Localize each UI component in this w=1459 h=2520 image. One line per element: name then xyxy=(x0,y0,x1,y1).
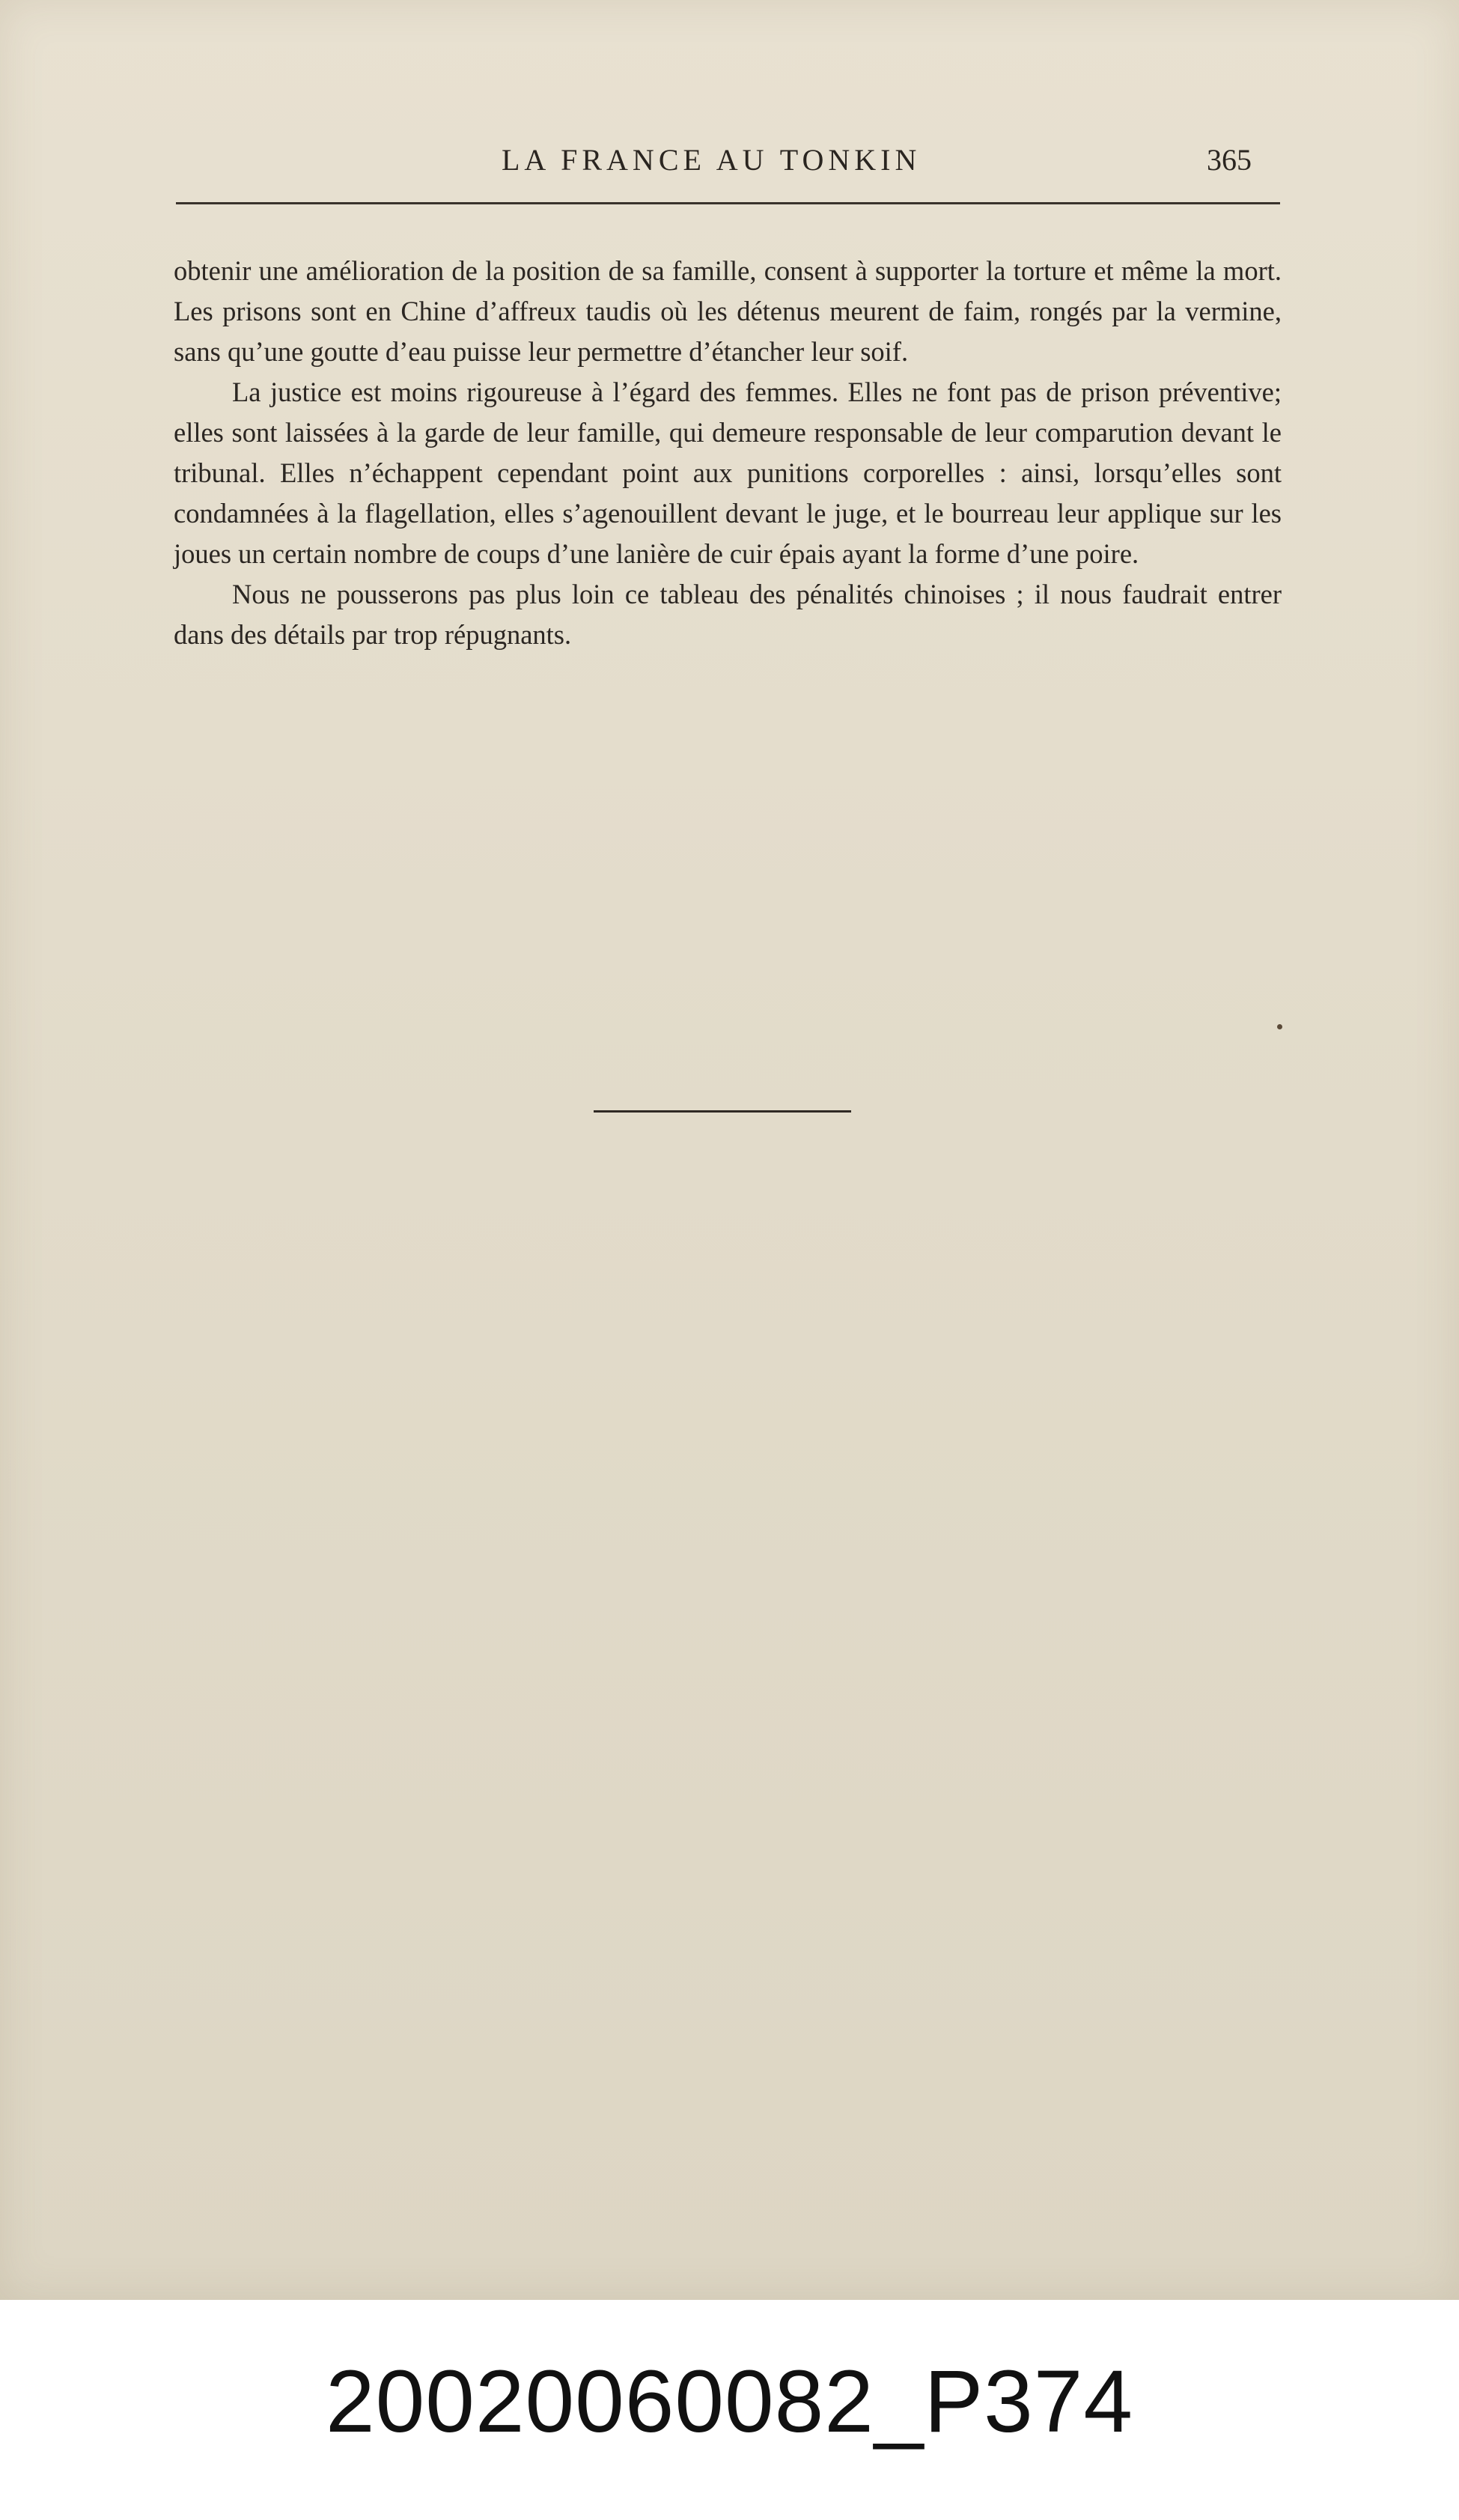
paragraph-continuation: obtenir une amélioration de la position de sa famille, consent à supporter la torture et même la mort. Les prisons sont en Chine d’affreux taudis où les détenus meurent de faim, rongés par la vermine, sans qu’une goutte d’eau puisse leur permettre d’étancher leur soif. xyxy=(174,255,1282,367)
paragraph-conclusion: Nous ne pousserons pas plus loin ce tableau des pénalités chinoises ; il nous faudrait entrer dans des détails par trop répugnants. xyxy=(174,579,1282,650)
running-title: LA FRANCE AU TONKIN xyxy=(502,143,922,177)
running-head xyxy=(0,142,1459,187)
header-rule xyxy=(176,202,1280,204)
body-text xyxy=(174,251,1282,655)
section-end-rule xyxy=(594,1110,851,1113)
paragraph-women-justice: La justice est moins rigoureuse à l’égard des femmes. Elles ne font pas de prison préventive; elles sont laissées à la garde de leur famille, qui demeure responsable de leur comparution devant le tribunal. Elles n’échappent cependant point aux punitions corporelles : ainsi, lorsqu’elles sont condamnées à la flagellation, elles s’agenouillent devant le juge, et le bourreau leur applique sur les joues un certain nombre de coups d’une lanière de cuir épais ayant la forme d’une poire. xyxy=(174,377,1282,569)
page-number: 365 xyxy=(1207,143,1252,177)
page-caption: 20020060082_P374 xyxy=(325,2352,1134,2451)
ink-spot xyxy=(1277,1024,1282,1029)
